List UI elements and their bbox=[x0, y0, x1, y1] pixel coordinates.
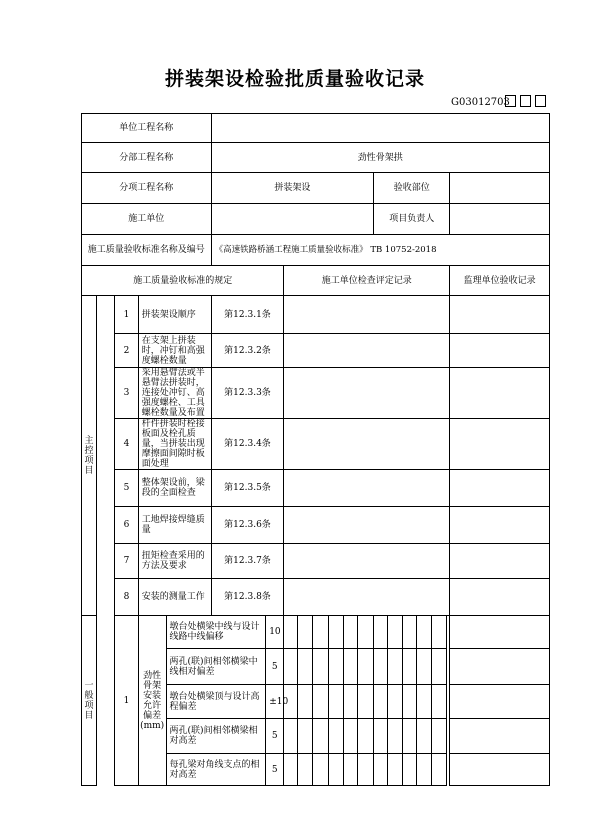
measure-cell[interactable] bbox=[344, 719, 358, 754]
measure-cell[interactable] bbox=[298, 754, 313, 786]
tolerance-item-text: 两孔(联)间相邻横梁相对高差 bbox=[166, 719, 266, 754]
code-checkbox[interactable] bbox=[520, 95, 531, 107]
contractor-record-cell[interactable] bbox=[284, 296, 450, 334]
measure-cell[interactable] bbox=[374, 754, 388, 786]
standard-name: 《高速铁路桥涵工程施工质量验收标准》 TB 10752-2018 bbox=[211, 235, 549, 266]
item-clause: 第12.3.1条 bbox=[211, 296, 284, 334]
item-clause: 第12.3.7条 bbox=[211, 544, 284, 579]
measure-cell[interactable] bbox=[417, 719, 432, 754]
item-number: 3 bbox=[115, 368, 139, 419]
supervisor-record-cell[interactable] bbox=[450, 507, 550, 544]
supervisor-record-cell[interactable] bbox=[450, 334, 550, 368]
measure-cell[interactable] bbox=[313, 685, 329, 719]
item-number: 1 bbox=[115, 296, 139, 334]
form-code: G03012703 bbox=[451, 97, 510, 108]
division-field[interactable]: 劲性骨架拱 bbox=[211, 143, 549, 173]
tolerance-value: 5 bbox=[266, 649, 284, 685]
measure-cell[interactable] bbox=[374, 719, 388, 754]
measure-cell[interactable] bbox=[388, 754, 403, 786]
measure-cell[interactable] bbox=[417, 616, 432, 649]
measure-cell[interactable] bbox=[298, 616, 313, 649]
item-number: 7 bbox=[115, 544, 139, 579]
tolerance-item-text: 墩台处横梁顶与设计高程偏差 bbox=[166, 685, 266, 719]
column-divider bbox=[96, 616, 114, 786]
measure-cell[interactable] bbox=[374, 649, 388, 685]
supervisor-record-cell[interactable] bbox=[450, 649, 550, 685]
item-number: 6 bbox=[115, 507, 139, 544]
measure-cell[interactable] bbox=[432, 616, 447, 649]
item-text: 整体架设前，梁段的全面检查 bbox=[138, 470, 211, 507]
measure-cell[interactable] bbox=[344, 685, 358, 719]
supervisor-record-cell[interactable] bbox=[450, 419, 550, 470]
measure-cell[interactable] bbox=[358, 685, 374, 719]
tolerance-value: 5 bbox=[266, 719, 284, 754]
item-number: 8 bbox=[115, 579, 139, 616]
tolerance-value: 10 bbox=[266, 616, 284, 649]
supervisor-record-cell[interactable] bbox=[450, 685, 550, 719]
contractor-record-cell[interactable] bbox=[284, 470, 450, 507]
construction-unit-label: 施工单位 bbox=[82, 204, 212, 235]
measure-cell[interactable] bbox=[417, 685, 432, 719]
measure-cell[interactable] bbox=[403, 719, 417, 754]
measure-cell[interactable] bbox=[284, 649, 298, 685]
measure-cell[interactable] bbox=[313, 754, 329, 786]
measure-cell[interactable] bbox=[329, 754, 344, 786]
measure-cell[interactable] bbox=[403, 616, 417, 649]
item-clause: 第12.3.6条 bbox=[211, 507, 284, 544]
measure-cell[interactable] bbox=[313, 616, 329, 649]
unit-project-field[interactable] bbox=[211, 114, 549, 143]
inspection-form bbox=[81, 113, 550, 786]
measure-cell[interactable] bbox=[432, 754, 447, 786]
measure-cell[interactable] bbox=[403, 685, 417, 719]
page-title: 拼装架设检验批质量验收记录 bbox=[164, 68, 425, 90]
contractor-record-cell[interactable] bbox=[284, 544, 450, 579]
supervisor-record-cell[interactable] bbox=[450, 544, 550, 579]
measure-cell[interactable] bbox=[298, 649, 313, 685]
general-sub-label: 劲性骨架安装允许偏差(mm) bbox=[138, 616, 166, 786]
item-clause: 第12.3.2条 bbox=[211, 334, 284, 368]
measure-cell[interactable] bbox=[329, 616, 344, 649]
measure-cell[interactable] bbox=[329, 685, 344, 719]
supervisor-record-cell[interactable] bbox=[450, 616, 550, 649]
item-text: 采用悬臂法或半悬臂法拼装时，连接处冲钉、高强度螺栓、工具螺栓数量及布置 bbox=[138, 368, 211, 419]
measure-cell[interactable] bbox=[403, 649, 417, 685]
measure-cell[interactable] bbox=[432, 649, 447, 685]
contractor-record-cell[interactable] bbox=[284, 368, 450, 419]
general-group-label: 一般项目 bbox=[82, 616, 97, 786]
contractor-record-cell[interactable] bbox=[284, 507, 450, 544]
supervisor-record-cell[interactable] bbox=[450, 719, 550, 754]
project-manager-field[interactable] bbox=[450, 204, 550, 235]
measure-cell[interactable] bbox=[358, 719, 374, 754]
measure-cell[interactable] bbox=[344, 754, 358, 786]
measure-cell[interactable] bbox=[388, 719, 403, 754]
measure-cell[interactable] bbox=[374, 685, 388, 719]
code-checkbox[interactable] bbox=[535, 95, 546, 107]
tolerance-value: ±10 bbox=[266, 685, 284, 719]
standard-label: 施工质量验收标准名称及编号 bbox=[82, 235, 212, 266]
measure-cell[interactable] bbox=[432, 719, 447, 754]
item-text: 拼装架设顺序 bbox=[138, 296, 211, 334]
tolerance-value: 5 bbox=[266, 754, 284, 786]
measure-cell[interactable] bbox=[284, 719, 298, 754]
item-text: 在支架上拼装时，冲钉和高强度螺栓数量 bbox=[138, 334, 211, 368]
col-standard-rules: 施工质量验收标准的规定 bbox=[82, 266, 284, 296]
contractor-record-cell[interactable] bbox=[284, 579, 450, 616]
item-text: 安装的测量工作 bbox=[138, 579, 211, 616]
measure-cell[interactable] bbox=[329, 649, 344, 685]
contractor-record-cell[interactable] bbox=[284, 419, 450, 470]
measure-cell[interactable] bbox=[313, 719, 329, 754]
measure-cell[interactable] bbox=[417, 754, 432, 786]
measure-cell[interactable] bbox=[298, 719, 313, 754]
measure-cell[interactable] bbox=[358, 616, 374, 649]
measure-cell[interactable] bbox=[388, 616, 403, 649]
measure-cell[interactable] bbox=[329, 719, 344, 754]
general-item-number: 1 bbox=[115, 616, 139, 786]
tolerance-item-text: 两孔(联)间相邻横梁中线相对偏差 bbox=[166, 649, 266, 685]
subdivision-label: 分项工程名称 bbox=[82, 173, 212, 204]
measure-cell[interactable] bbox=[284, 616, 298, 649]
acceptance-part-field[interactable] bbox=[450, 173, 550, 204]
item-clause: 第12.3.4条 bbox=[211, 419, 284, 470]
measure-cell[interactable] bbox=[432, 685, 447, 719]
item-number: 4 bbox=[115, 419, 139, 470]
tolerance-item-text: 墩台处横梁中线与设计线路中线偏移 bbox=[166, 616, 266, 649]
contractor-record-cell[interactable] bbox=[284, 334, 450, 368]
measure-cell[interactable] bbox=[358, 649, 374, 685]
main-control-group-label: 主控项目 bbox=[82, 296, 97, 616]
item-number: 2 bbox=[115, 334, 139, 368]
measure-cell[interactable] bbox=[313, 649, 329, 685]
measure-cell[interactable] bbox=[344, 649, 358, 685]
supervisor-record-cell[interactable] bbox=[450, 470, 550, 507]
supervisor-record-cell[interactable] bbox=[450, 754, 550, 786]
item-clause: 第12.3.5条 bbox=[211, 470, 284, 507]
tolerance-item-text: 每孔梁对角线支点的相对高差 bbox=[166, 754, 266, 786]
division-label: 分部工程名称 bbox=[82, 143, 212, 173]
measure-cell[interactable] bbox=[417, 649, 432, 685]
item-number: 5 bbox=[115, 470, 139, 507]
measure-cell[interactable] bbox=[403, 754, 417, 786]
measure-cell[interactable] bbox=[284, 754, 298, 786]
measure-cell[interactable] bbox=[358, 754, 374, 786]
subdivision-field[interactable]: 拼装架设 bbox=[211, 173, 374, 204]
measure-cell[interactable] bbox=[344, 616, 358, 649]
item-text: 扭矩检查采用的方法及要求 bbox=[138, 544, 211, 579]
measure-cell[interactable] bbox=[388, 685, 403, 719]
acceptance-part-label: 验收部位 bbox=[374, 173, 450, 204]
item-clause: 第12.3.3条 bbox=[211, 368, 284, 419]
supervisor-record-cell[interactable] bbox=[450, 368, 550, 419]
item-text: 工地焊接焊缝质量 bbox=[138, 507, 211, 544]
supervisor-record-cell[interactable] bbox=[450, 296, 550, 334]
unit-project-label: 单位工程名称 bbox=[82, 114, 212, 143]
item-clause: 第12.3.8条 bbox=[211, 579, 284, 616]
column-divider bbox=[96, 296, 114, 616]
project-manager-label: 项目负责人 bbox=[374, 204, 450, 235]
code-checkbox[interactable] bbox=[505, 95, 516, 107]
measure-cell[interactable] bbox=[388, 649, 403, 685]
construction-unit-field[interactable] bbox=[211, 204, 374, 235]
col-contractor-record: 施工单位检查评定记录 bbox=[284, 266, 450, 296]
col-supervisor-record: 监理单位验收记录 bbox=[450, 266, 550, 296]
measure-cell[interactable] bbox=[374, 616, 388, 649]
measure-cell[interactable] bbox=[298, 685, 313, 719]
supervisor-record-cell[interactable] bbox=[450, 579, 550, 616]
item-text: 杆件拼装时栓接板面及栓孔质量，当拼装出现摩擦面间隙时板面处理 bbox=[138, 419, 211, 470]
